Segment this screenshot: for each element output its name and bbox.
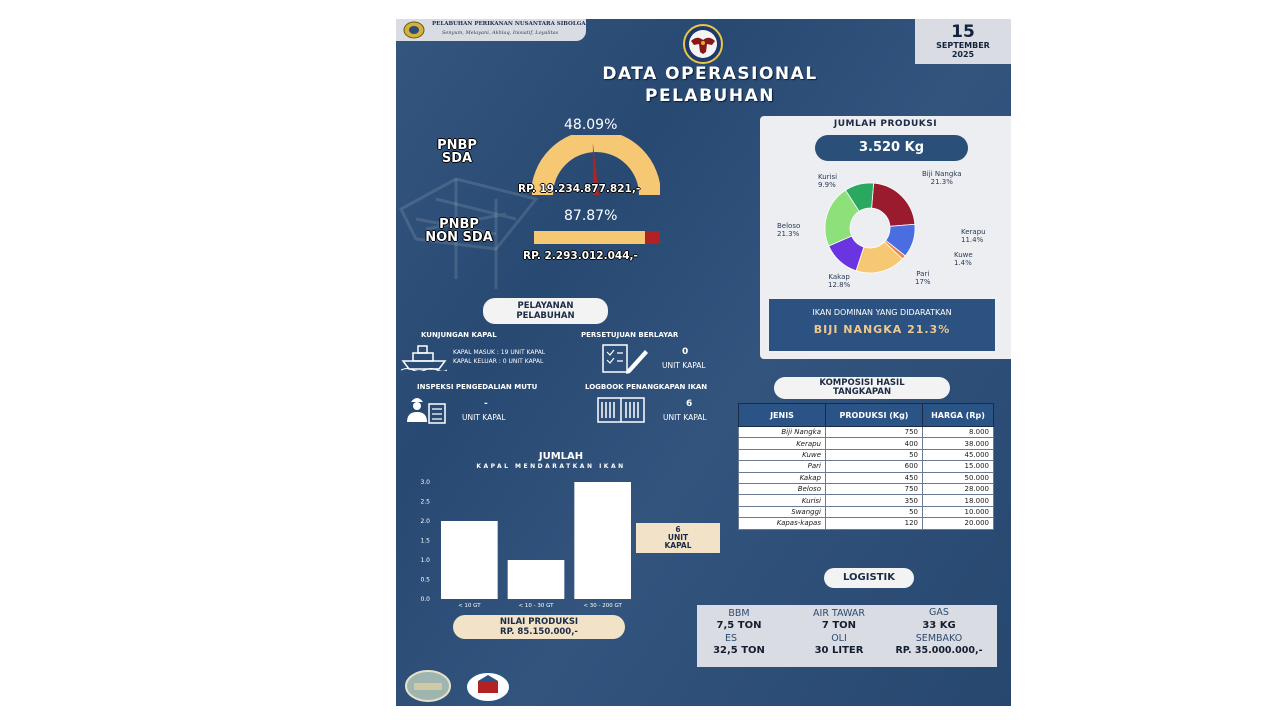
- kapal-total-box: 6 UNIT KAPAL: [636, 523, 720, 553]
- logistik-value-oli: 30 LITER: [814, 645, 864, 656]
- cell-produksi: 120: [826, 518, 923, 529]
- y-tick-label: 0.5: [420, 576, 430, 584]
- inspector-icon: [403, 394, 449, 424]
- y-tick-label: 1.5: [420, 537, 430, 545]
- logbook-unit: UNIT KAPAL: [663, 413, 707, 422]
- cell-harga: 15.000: [923, 461, 994, 472]
- cell-jenis: Beloso: [739, 483, 826, 494]
- x-tick-label: < 30 - 200 GT: [583, 603, 622, 609]
- table-row: [739, 438, 994, 449]
- checklist-pen-icon: [601, 342, 649, 374]
- dominant-fish-value: BIJI NANGKA 21.3%: [813, 323, 951, 336]
- bar-3: [574, 482, 631, 599]
- table-row: [739, 483, 994, 494]
- column-header: HARGA (Rp): [923, 404, 994, 427]
- table-row: [739, 461, 994, 472]
- pie-slice-biji-nangka: [872, 183, 915, 226]
- kapal-keluar-text: KAPAL KELUAR : 0 UNIT KAPAL: [453, 358, 544, 365]
- pnbp-sda-amount: RP. 19.234.877.821,-: [518, 183, 641, 195]
- persetujuan-heading: PERSETUJUAN BERLAYAR: [581, 331, 679, 339]
- logistik-box: [697, 605, 997, 667]
- table-row: [739, 495, 994, 506]
- cell-harga: 10.000: [923, 506, 994, 517]
- infographic-poster: [396, 19, 1011, 706]
- cell-produksi: 350: [826, 495, 923, 506]
- nilai-produksi-value: RP. 85.150.000,-: [500, 627, 578, 637]
- cell-jenis: Biji Nangka: [739, 427, 826, 438]
- bar-1: [441, 521, 498, 599]
- bar-2: [508, 560, 565, 599]
- persetujuan-count: 0: [682, 347, 689, 357]
- pie-label-pari: Pari 17%: [915, 270, 931, 286]
- y-tick-label: 2.0: [420, 518, 430, 525]
- produksi-title: JUMLAH PRODUKSI: [833, 119, 938, 129]
- table-row: [739, 518, 994, 529]
- pie-label-kakap: Kakap 12.8%: [828, 273, 851, 289]
- logistik-value-sembako: RP. 35.000.000,-: [895, 645, 983, 656]
- agency-seal-icon: [464, 671, 512, 703]
- y-tick-label: 2.5: [420, 498, 430, 506]
- cell-produksi: 750: [826, 483, 923, 494]
- ship-icon: [401, 343, 447, 371]
- cell-produksi: 50: [826, 506, 923, 517]
- date-month: SEPTEMBER: [936, 41, 990, 50]
- date-box: [915, 19, 1011, 64]
- column-header: JENIS: [739, 404, 826, 427]
- pie-label-beloso: Beloso 21.3%: [777, 222, 801, 238]
- cell-harga: 45.000: [923, 449, 994, 460]
- cell-harga: 28.000: [923, 483, 994, 494]
- cell-harga: 18.000: [923, 495, 994, 506]
- dominant-fish-box: [769, 299, 995, 351]
- header-org-name: PELABUHAN PERIKANAN NUSANTARA SIBOLGA: [432, 21, 586, 27]
- produksi-total: 3.520 Kg: [815, 135, 968, 161]
- pie-label-biji-nangka: Biji Nangka 21.3%: [922, 170, 962, 186]
- kapal-bar-chart: [418, 474, 638, 614]
- x-tick-label: < 10 - 30 GT: [518, 603, 554, 609]
- inspeksi-heading: INSPEKSI PENGEDALIAN MUTU: [417, 383, 538, 391]
- smile-badge-icon: [404, 669, 452, 703]
- table-row: [739, 506, 994, 517]
- table-row: [739, 449, 994, 460]
- pie-label-kuwe: Kuwe 1.4%: [954, 251, 973, 267]
- komposisi-table: [738, 403, 994, 530]
- date-year: 2025: [951, 50, 975, 59]
- persetujuan-unit: UNIT KAPAL: [662, 361, 706, 370]
- produksi-donut-chart: [810, 178, 930, 278]
- cell-harga: 8.000: [923, 427, 994, 438]
- dominant-fish-caption: IKAN DOMINAN YANG DIDARATKAN: [812, 308, 952, 317]
- cell-harga: 50.000: [923, 472, 994, 483]
- logistik-title-pill: LOGISTIK: [824, 568, 914, 588]
- pie-label-kurisi: Kurisi 9.9%: [818, 173, 838, 189]
- logistik-value-air-tawar: 7 TON: [821, 620, 857, 631]
- cell-produksi: 50: [826, 449, 923, 460]
- logbook-count: 6: [686, 399, 693, 409]
- kapal-masuk-text: KAPAL MASUK : 19 UNIT KAPAL: [453, 349, 546, 356]
- pnbp-non-sda-bar-remainder: [645, 231, 660, 244]
- logistik-label-oli: OLI: [831, 633, 847, 644]
- logistik-label-sembako: SEMBAKO: [915, 633, 963, 644]
- pnbp-non-sda-amount: RP. 2.293.012.044,-: [523, 250, 638, 262]
- logistik-label-gas: GAS: [929, 607, 949, 618]
- bar-chart-subtitle: KAPAL MENDARATKAN IKAN: [476, 463, 626, 470]
- agency-logo-icon: [401, 21, 427, 39]
- cell-jenis: Kakap: [739, 472, 826, 483]
- table-row: [739, 427, 994, 438]
- cell-jenis: Kurisi: [739, 495, 826, 506]
- y-tick-label: 1.0: [420, 557, 430, 564]
- cell-produksi: 400: [826, 438, 923, 449]
- komposisi-title-pill: KOMPOSISI HASIL TANGKAPAN: [774, 377, 950, 399]
- bar-chart-title: JUMLAH: [538, 451, 584, 462]
- x-tick-label: < 10 GT: [458, 603, 481, 609]
- cell-produksi: 750: [826, 427, 923, 438]
- y-tick-label: 3.0: [420, 479, 430, 486]
- logistik-label-air-tawar: AIR TAWAR: [813, 608, 865, 619]
- logistik-label-bbm: BBM: [728, 608, 750, 619]
- page-title-line1: DATA OPERASIONAL: [602, 64, 818, 84]
- logbook-heading: LOGBOOK PENANGKAPAN IKAN: [585, 383, 708, 391]
- cell-produksi: 600: [826, 461, 923, 472]
- pnbp-sda-percent: 48.09%: [564, 117, 618, 133]
- pie-label-kerapu: Kerapu 11.4%: [961, 228, 986, 244]
- cell-harga: 20.000: [923, 518, 994, 529]
- logbook-icon: [596, 396, 646, 424]
- cell-jenis: Pari: [739, 461, 826, 472]
- cell-produksi: 450: [826, 472, 923, 483]
- page-title: [536, 63, 884, 107]
- pnbp-non-sda-bar: [534, 231, 660, 244]
- header-box: [396, 19, 586, 41]
- cell-jenis: Kuwe: [739, 449, 826, 460]
- pnbp-non-sda-label: PNBP NON SDA: [425, 217, 493, 245]
- cell-jenis: Swanggi: [739, 506, 826, 517]
- cell-harga: 38.000: [923, 438, 994, 449]
- logistik-value-bbm: 7,5 TON: [716, 620, 762, 631]
- header-motto: Senyum, Melayani, Akhlaq, Inisiatif, Loyalitas: [442, 30, 559, 36]
- logistik-label-es: ES: [725, 633, 738, 644]
- page-title-line2: PELABUHAN: [645, 86, 775, 106]
- pelayanan-title-pill: PELAYANAN PELABUHAN: [483, 298, 608, 324]
- nilai-produksi-label: NILAI PRODUKSI: [499, 617, 579, 627]
- column-header: PRODUKSI (Kg): [826, 404, 923, 427]
- pnbp-non-sda-percent: 87.87%: [564, 208, 618, 224]
- table-header-row: [739, 404, 994, 427]
- cell-jenis: Kerapu: [739, 438, 826, 449]
- date-day: 15: [951, 22, 975, 42]
- logistik-value-es: 32,5 TON: [713, 645, 765, 656]
- table-row: [739, 472, 994, 483]
- logistik-value-gas: 33 KG: [922, 620, 956, 631]
- nilai-produksi-box: [453, 615, 625, 639]
- garuda-emblem-icon: [679, 23, 727, 65]
- inspeksi-unit: UNIT KAPAL: [462, 413, 506, 422]
- pnbp-sda-label: PNBP SDA: [437, 138, 477, 166]
- inspeksi-count: -: [484, 399, 488, 409]
- y-tick-label: 0.0: [420, 596, 430, 603]
- kunjungan-heading: KUNJUNGAN KAPAL: [421, 331, 497, 339]
- cell-jenis: Kapas-kapas: [739, 518, 826, 529]
